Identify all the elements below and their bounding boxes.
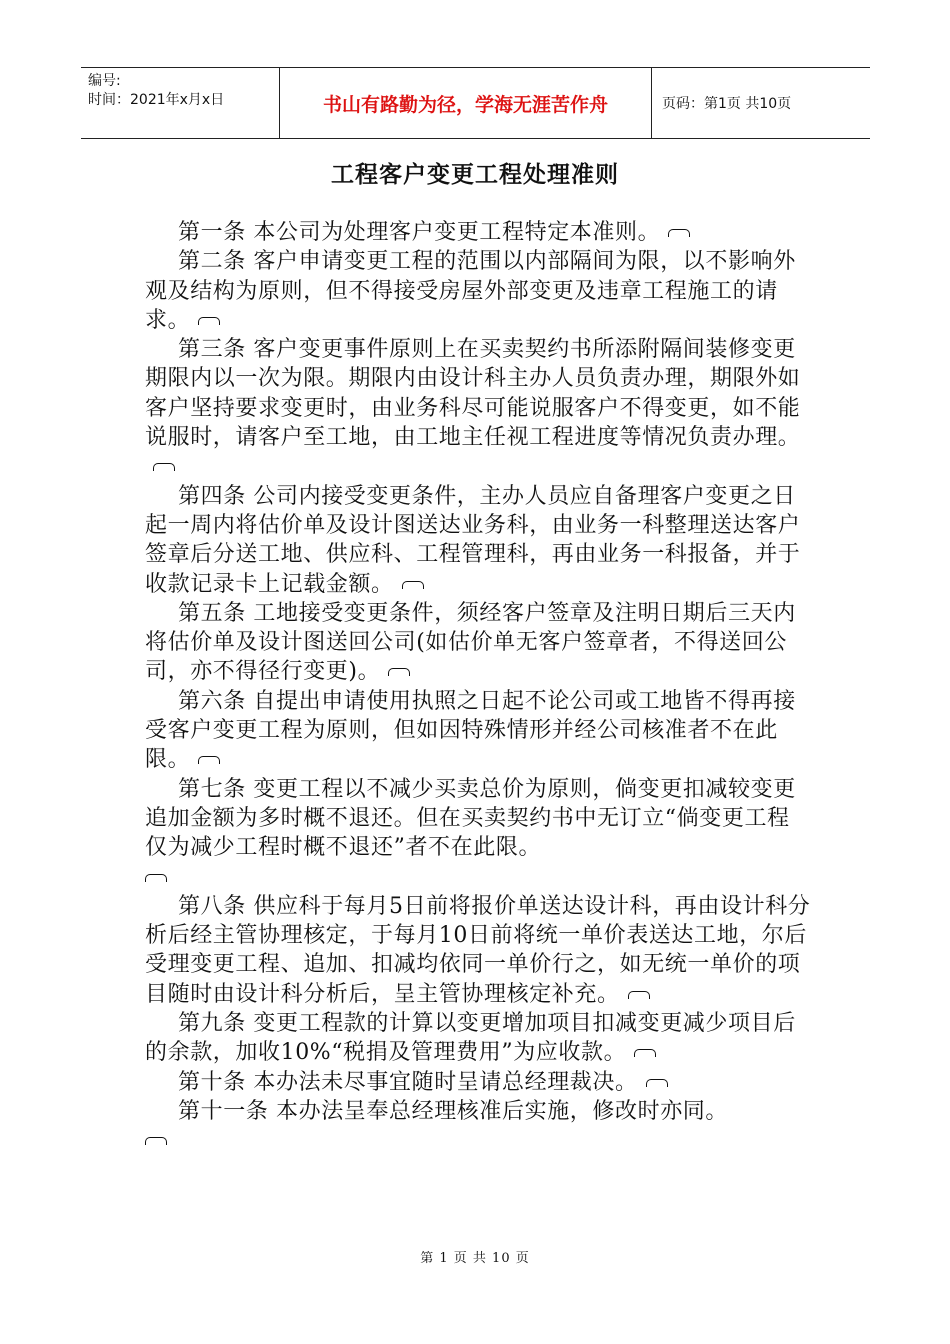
paragraph-mark-icon — [628, 991, 650, 999]
header-motto: 书山有路勤为径，学海无涯苦作舟 — [279, 68, 652, 138]
article-6: 第六条 自提出申请使用执照之日起不论公司或工地皆不得再接受客户变更工程为原则，但如因特殊情形并经公司核准者不在此限。 — [145, 688, 796, 773]
paragraph-mark-icon — [153, 463, 175, 471]
article-11: 第十一条 本办法呈奉总经理核准后实施，修改时亦同。 — [178, 1098, 728, 1124]
mark-line — [145, 863, 811, 892]
paragraph-mark-icon — [198, 756, 220, 764]
document-title: 工程客户变更工程处理准则 — [331, 162, 619, 188]
document-body — [145, 218, 811, 1156]
time-label: 时间：2021年x月x日 — [88, 92, 225, 108]
article-1: 第一条 本公司为处理客户变更工程特定本准则。 — [145, 218, 811, 247]
article-5: 第五条 工地接受变更条件，须经客户签章及注明日期后三天内将估价单及设计图送回公司(如估价单无客户签章者，不得送回公司，亦不得径行变更)。 — [145, 600, 796, 685]
paragraph-mark-icon — [646, 1079, 668, 1087]
header-page-info: 页码：第1页 共10页 — [662, 96, 792, 112]
article-7: 第七条 变更工程以不减少买卖总价为原则，倘变更扣减较变更追加金额为多时概不退还。但在买卖契约书中无订立“倘变更工程仅为减少工程时概不退还”者不在此限。 — [145, 776, 796, 861]
document-header — [81, 67, 870, 139]
paragraph-mark-icon — [402, 581, 424, 589]
paragraph-mark-icon — [388, 668, 410, 676]
paragraph-mark-icon — [634, 1049, 656, 1057]
paragraph-mark-icon — [145, 1137, 167, 1145]
article-9: 第九条 变更工程款的计算以变更增加项目扣减变更减少项目后的余款，加收10%“税捐及管理费用”为应收款。 — [145, 1011, 796, 1066]
article-3: 第三条 客户变更事件原则上在买卖契约书所添附隔间装修变更期限内以一次为限。期限内由设计科主办人员负责办理，期限外如客户坚持要求变更时，由业务科尽可能说服客户不得变更，如不能说服时，请客户至工地，由工地主任视工程进度等情况负责办理。 — [145, 335, 811, 481]
page-footer: 第 1 页 共 10 页 — [420, 1251, 530, 1266]
number-label: 编号: — [88, 73, 121, 89]
article-10: 第十条 本办法未尽事宜随时呈请总经理裁决。 — [145, 1068, 811, 1097]
mark-line — [145, 1126, 811, 1155]
article-4: 第四条 公司内接受变更条件，主办人员应自备理客户变更之日起一周内将估价单及设计图送达业务科，由业务一科整理送达客户签章后分送工地、供应科、工程管理科，再由业务一科报备，并于收款记录卡上记载金额。 — [145, 483, 801, 597]
header-meta — [81, 68, 279, 138]
article-2: 第二条 客户申请变更工程的范围以内部隔间为限，以不影响外观及结构为原则，但不得接受房屋外部变更及违章工程施工的请求。 — [145, 249, 796, 333]
article-8: 第八条 供应科于每月5日前将报价单送达设计科，再由设计科分析后经主管协理核定，于每月10日前将统一单价表送达工地，尔后受理变更工程、追加、扣减均依同一单价行之，如无统一单价的项目随时由设计科分析后，呈主管协理核定补充。 — [145, 893, 811, 1007]
paragraph-mark-icon — [145, 874, 167, 882]
paragraph-mark-icon — [668, 229, 690, 237]
paragraph-mark-icon — [198, 317, 220, 325]
